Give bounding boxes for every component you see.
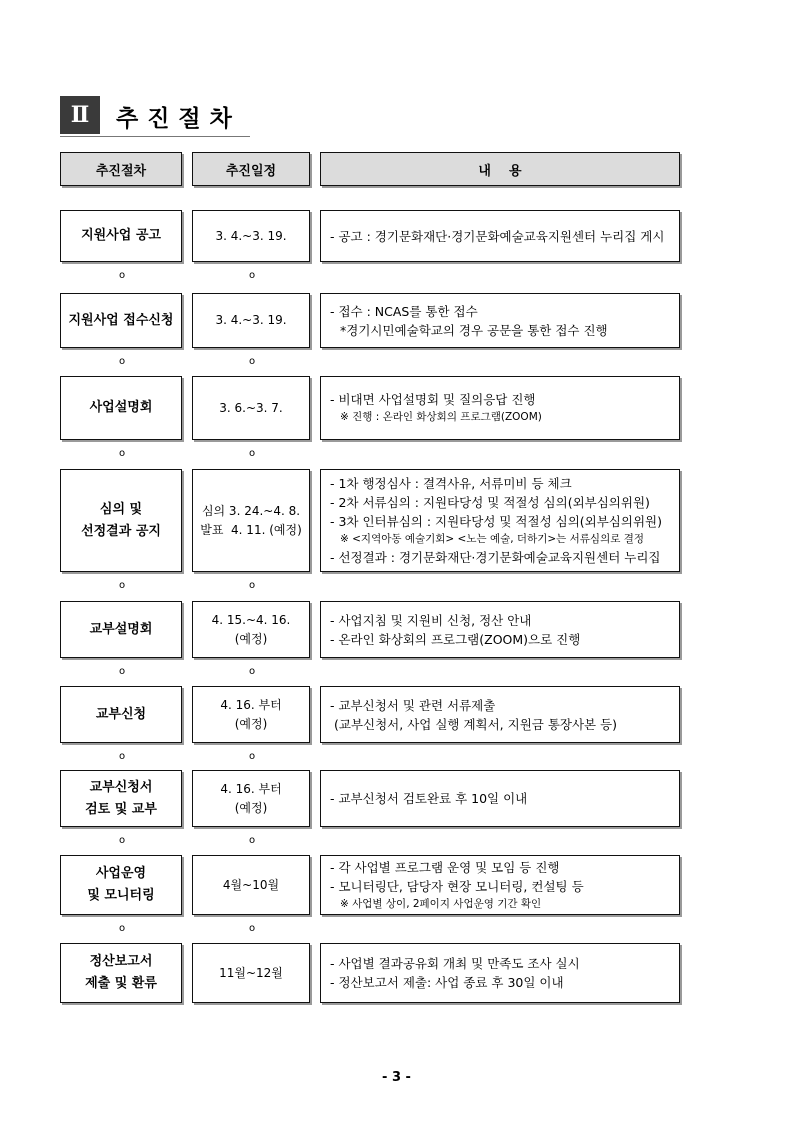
schedule-box [192, 376, 310, 440]
stage-box [60, 376, 182, 440]
stage-box [60, 293, 182, 348]
schedule-box [192, 469, 310, 572]
schedule-text [215, 227, 286, 246]
stage-line: 및 모니터링 [87, 888, 155, 903]
schedule-box [192, 686, 310, 743]
content-box [320, 376, 680, 440]
flow-arrow: o [249, 666, 256, 677]
content-box [320, 293, 680, 348]
content-line: - 정산보고서 제출: 사업 종료 후 30일 이내 [330, 975, 564, 990]
content-box [320, 469, 680, 572]
flow-arrow: o [249, 356, 256, 367]
schedule-text [220, 780, 281, 818]
content-line: - 사업지침 및 지원비 신청, 정산 안내 [330, 612, 532, 628]
schedule-line: 4. 16. 부터 [220, 697, 282, 712]
content-line: - 온라인 화상회의 프로그램(ZOOM)으로 진행 [330, 631, 581, 647]
stage-line: 사업운영 [95, 866, 147, 881]
schedule-line: 4월~10월 [222, 877, 280, 892]
stage-line: 교부신청 [95, 706, 147, 722]
content-box [320, 686, 680, 743]
content-line: - 3차 인터뷰심의 : 지원타당성 및 적절성 심의(외부심의위원) [330, 514, 662, 529]
stage-text [87, 863, 154, 907]
content-line: - 각 사업별 프로그램 운영 및 모임 등 진행 [330, 859, 560, 875]
schedule-line: 심의 3. 24.~4. 8. [201, 503, 301, 518]
stage-box [60, 601, 182, 658]
content-line: (교부신청서, 사업 실행 계획서, 지원금 통장사본 등) [334, 716, 618, 732]
flow-arrow: o [119, 580, 126, 591]
schedule-text [215, 311, 286, 330]
content-line: - 선정결과 : 경기문화재단·경기문화예술교육지원센터 누리집 [330, 550, 661, 565]
content-box [320, 770, 680, 827]
section-underline [60, 136, 250, 137]
schedule-text [212, 611, 291, 649]
schedule-text [219, 399, 282, 418]
page-number: - 3 - [382, 1070, 411, 1085]
schedule-line: 3. 4.~3. 19. [215, 228, 287, 243]
schedule-box [192, 770, 310, 827]
stage-text [96, 704, 146, 726]
content-line: ※ <지역아동 예술기회> <노는 예술, 더하기>는 서류심의로 결정 [340, 533, 644, 545]
flow-arrow: o [119, 356, 126, 367]
content-line: - 모니터링단, 담당자 현장 모니터링, 컨설팅 등 [330, 878, 584, 894]
schedule-line: (예정) [234, 716, 268, 731]
content-line: ※ 사업별 상이, 2페이지 사업운영 기간 확인 [340, 897, 542, 910]
stage-line: 검토 및 교부 [85, 801, 157, 817]
schedule-box [192, 293, 310, 348]
stage-text [81, 499, 161, 543]
stage-line: 정산보고서 [89, 954, 153, 969]
header-date: 추진일정 [192, 152, 310, 186]
stage-box [60, 770, 182, 827]
schedule-box [192, 943, 310, 1003]
schedule-text [223, 876, 279, 895]
stage-box [60, 855, 182, 915]
flow-arrow: o [119, 666, 126, 677]
schedule-text [200, 502, 302, 540]
schedule-line: 발표 4. 11. (예정) [200, 522, 302, 537]
flow-arrow: o [249, 448, 256, 459]
content-line: - 비대면 사업설명회 및 질의응답 진행 [330, 392, 536, 407]
content-box [320, 601, 680, 658]
schedule-line: (예정) [234, 631, 268, 646]
content-box [320, 855, 680, 915]
stage-text [85, 951, 157, 995]
flow-arrow: o [249, 835, 256, 846]
flow-arrow: o [119, 923, 126, 934]
stage-text [81, 225, 161, 247]
stage-box [60, 469, 182, 572]
content-box [320, 943, 680, 1003]
schedule-line: 11월~12월 [219, 965, 283, 980]
stage-box [60, 210, 182, 262]
content-line: *경기시민예술학교의 경우 공문을 통한 접수 진행 [340, 322, 608, 338]
stage-box [60, 943, 182, 1003]
flow-arrow: o [119, 270, 126, 281]
stage-line: 교부신청서 [89, 779, 153, 795]
schedule-box [192, 855, 310, 915]
flow-arrow: o [249, 270, 256, 281]
stage-line: 교부설명회 [89, 621, 153, 637]
flow-arrow: o [119, 448, 126, 459]
stage-line: 지원사업 접수신청 [68, 312, 174, 328]
flow-arrow: o [249, 751, 256, 762]
flow-arrow: o [119, 835, 126, 846]
schedule-line: 4. 15.~4. 16. [211, 612, 291, 627]
header-stage: 추진절차 [60, 152, 182, 186]
content-box [320, 210, 680, 262]
flow-arrow: o [249, 923, 256, 934]
schedule-line: 3. 6.~3. 7. [219, 400, 283, 415]
stage-text [90, 397, 153, 419]
flow-arrow: o [119, 751, 126, 762]
stage-line: 사업설명회 [89, 400, 153, 415]
schedule-line: 4. 16. 부터 [220, 781, 282, 796]
content-line: ※ 진행 : 온라인 화상회의 프로그램(ZOOM) [340, 411, 542, 423]
schedule-box [192, 601, 310, 658]
schedule-line: 3. 4.~3. 19. [215, 313, 287, 327]
content-line: - 1차 행정심사 : 결격사유, 서류미비 등 체크 [330, 476, 572, 491]
stage-text [85, 777, 157, 821]
schedule-text [220, 696, 281, 734]
stage-line: 심의 및 [99, 501, 143, 517]
section-number-badge: Ⅱ [60, 96, 100, 134]
stage-box [60, 686, 182, 743]
flow-arrow: o [249, 580, 256, 591]
stage-text [90, 619, 153, 641]
stage-line: 선정결과 공지 [81, 523, 161, 539]
header-content: 내 용 [320, 152, 680, 186]
content-line: - 2차 서류심의 : 지원타당성 및 적절성 심의(외부심의위원) [330, 495, 650, 510]
schedule-line: (예정) [234, 800, 268, 815]
content-line: - 교부신청서 및 관련 서류제출 [330, 697, 496, 713]
stage-line: 지원사업 공고 [81, 228, 161, 243]
stage-text [69, 310, 174, 332]
content-line: - 공고 : 경기문화재단·경기문화예술교육지원센터 누리집 게시 [330, 228, 665, 244]
section-title: 추진절차 [116, 106, 241, 132]
schedule-text [219, 964, 283, 983]
section-heading [60, 96, 250, 138]
stage-line: 제출 및 환류 [85, 976, 157, 991]
content-line: - 접수 : NCAS를 통한 접수 [330, 303, 478, 319]
content-line: - 교부신청서 검토완료 후 10일 이내 [330, 791, 528, 806]
content-line: - 사업별 결과공유회 개최 및 만족도 조사 실시 [330, 956, 580, 971]
schedule-box [192, 210, 310, 262]
